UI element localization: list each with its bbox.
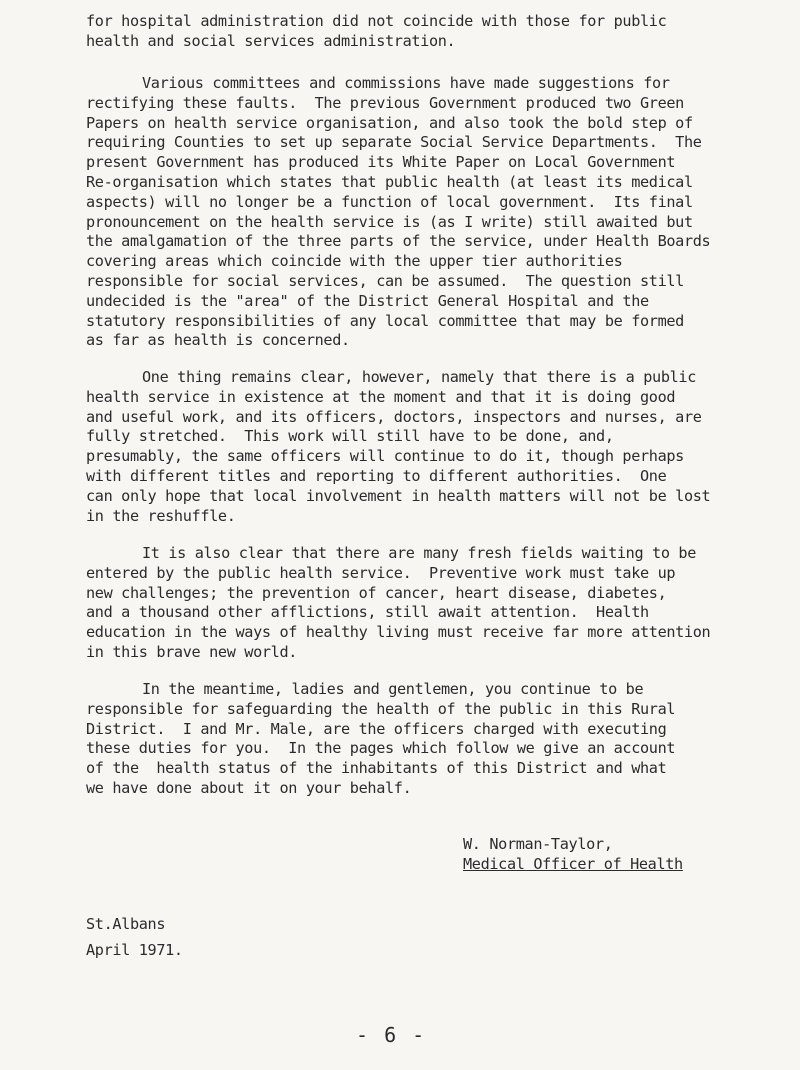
text-line: responsible for safeguarding the health of the public in this Rural (86, 699, 676, 718)
page-number: - 6 - (356, 1023, 427, 1047)
text-line: It is also clear that there are many fresh fields waiting to be (142, 544, 697, 562)
text-line: Papers on health service organisation, and also took the bold step of (86, 113, 693, 132)
paragraph-fresh-fields (86, 544, 786, 663)
text-line: covering areas which coincide with the upper tier authorities (86, 252, 623, 271)
paragraph-intro (86, 12, 786, 52)
text-line: as far as health is concerned. (86, 331, 350, 350)
text-line: education in the ways of healthy living must receive far more attention (86, 623, 711, 642)
text-line: health service in existence at the moment and that it is doing good (86, 387, 676, 406)
text-line: and a thousand other afflictions, still await attention. Health (86, 603, 649, 622)
text-line: undecided is the "area" of the District General Hospital and the (86, 291, 649, 310)
text-line: with different titles and reporting to different authorities. One (86, 466, 667, 485)
text-line: One thing remains clear, however, namely that there is a public (142, 368, 697, 386)
place-line: St.Albans (86, 915, 166, 933)
text-line: pronouncement on the health service is (as I write) still awaited but (86, 212, 693, 231)
signature-name: W. Norman-Taylor, (463, 835, 613, 853)
text-line: for hospital administration did not coincide with those for public (86, 12, 667, 30)
text-line: can only hope that local involvement in health matters will not be lost (86, 486, 711, 505)
text-line: in this brave new world. (86, 642, 298, 661)
text-line: responsible for social services, can be assumed. The question still (86, 271, 684, 290)
date-line: April 1971. (86, 941, 183, 959)
text-line: statutory responsibilities of any local committee that may be formed (86, 311, 684, 330)
paragraph-public-health (86, 368, 786, 526)
text-line: in the reshuffle. (86, 506, 236, 525)
signature-title: Medical Officer of Health (463, 855, 683, 873)
text-line: entered by the public health service. Preventive work must take up (86, 563, 676, 582)
text-line: In the meantime, ladies and gentlemen, you continue to be (142, 680, 644, 698)
text-line: District. I and Mr. Male, are the officers charged with executing (86, 719, 667, 738)
text-line: of the health status of the inhabitants of this District and what (86, 759, 667, 778)
text-line: these duties for you. In the pages which follow we give an account (86, 739, 676, 758)
text-line: requiring Counties to set up separate Social Service Departments. The (86, 133, 702, 152)
text-line: present Government has produced its White Paper on Local Government (86, 153, 676, 172)
text-line: Re-organisation which states that public health (at least its medical (86, 172, 693, 191)
text-line: rectifying these faults. The previous Government produced two Green (86, 93, 684, 112)
paragraph-committees (86, 74, 786, 351)
text-line: and useful work, and its officers, doctors, inspectors and nurses, are (86, 407, 702, 426)
text-line: health and social services administration. (86, 31, 456, 50)
text-line: fully stretched. This work will still have to be done, and, (86, 427, 614, 446)
text-line: we have done about it on your behalf. (86, 778, 412, 797)
text-line: Various committees and commissions have made suggestions for (142, 74, 670, 92)
text-line: presumably, the same officers will continue to do it, though perhaps (86, 447, 684, 466)
text-line: the amalgamation of the three parts of the service, under Health Boards (86, 232, 711, 251)
text-line: new challenges; the prevention of cancer, heart disease, diabetes, (86, 583, 667, 602)
paragraph-meantime (86, 680, 786, 799)
text-line: aspects) will no longer be a function of local government. Its final (86, 192, 693, 211)
